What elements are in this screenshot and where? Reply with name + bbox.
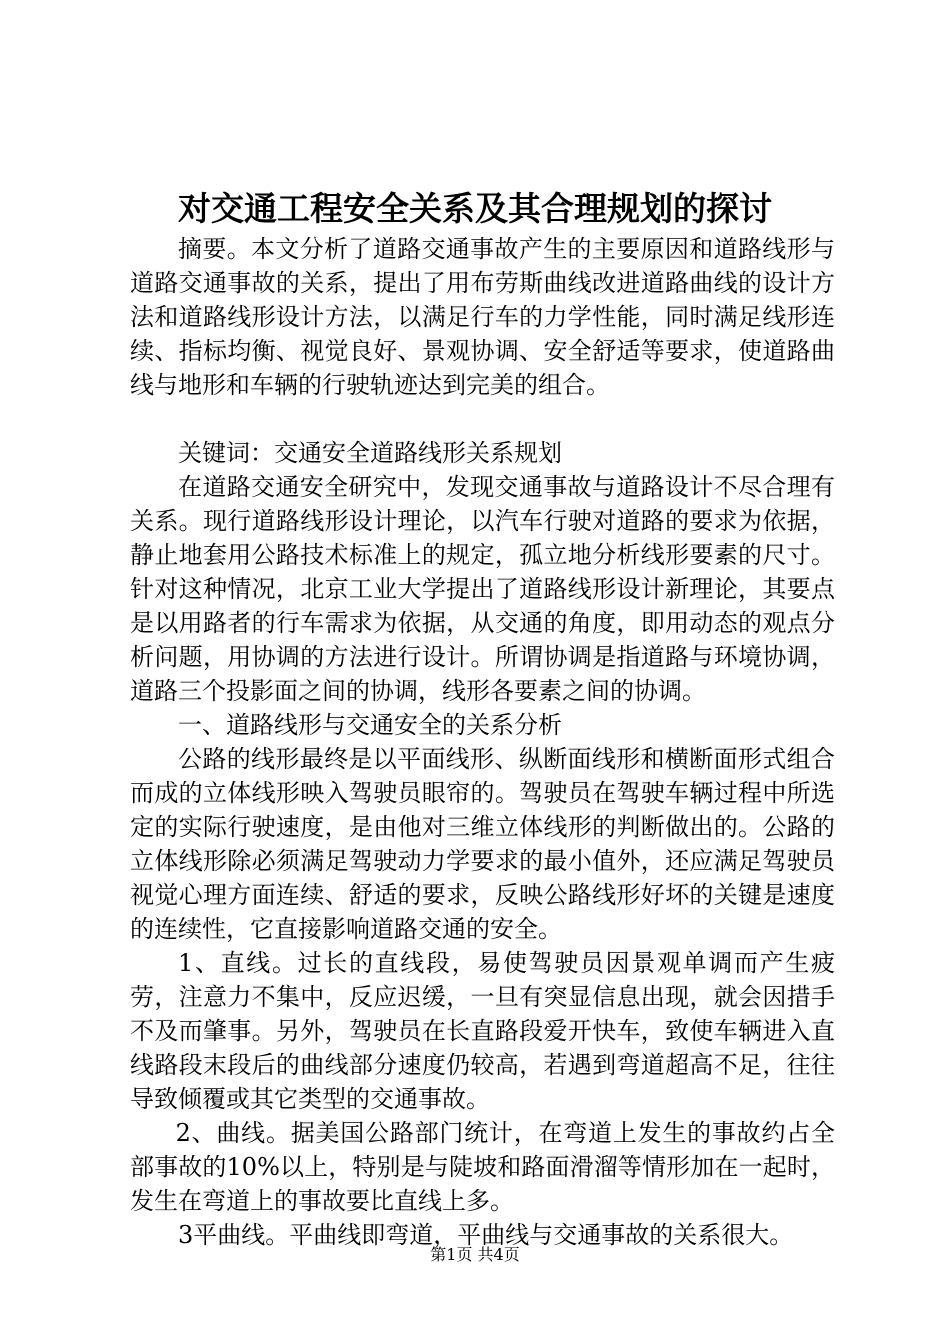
- document-title: 对交通工程安全关系及其合理规划的探讨: [178, 189, 772, 228]
- section-heading: 一、道路线形与交通安全的关系分析: [178, 711, 562, 739]
- body-paragraph: 在道路交通安全研究中，发现交通事故与道路设计不尽合理有关系。现行道路线形设计理论，以汽车行驶对道路的要求为依据，静止地套用公路技术标准上的规定，孤立地分析线形要素的尺寸。针对这种情况，北京工业大学提出了道路线形设计新理论，其要点是以用路者的行车需求为依据，从交通的角度，即用动态的观点分析问题，用协调的方法进行设计。所谓协调是指道路与环境协调，道路三个投影面之间的协调，线形各要素之间的协调。: [130, 473, 835, 705]
- abstract-paragraph: 摘要。本文分析了道路交通事故产生的主要原因和道路线形与道路交通事故的关系，提出了用布劳斯曲线改进道路曲线的设计方法和道路线形设计方法，以满足行车的力学性能，同时满足线形连续、指标均衡、视觉良好、景观协调、安全舒适等要求，使道路曲线与地形和车辆的行驶轨迹达到完美的组合。: [130, 235, 835, 399]
- page-footer: 第1页 共4页: [430, 1245, 520, 1264]
- keywords-line: 关键词：交通安全道路线形关系规划: [178, 439, 562, 467]
- document-body: [130, 232, 835, 1252]
- body-paragraph: 2、曲线。据美国公路部门统计，在弯道上发生的事故约占全部事故的10%以上，特别是与陡坡和路面滑溜等情形加在一起时，发生在弯道上的事故要比直线上多。: [130, 1119, 835, 1215]
- body-paragraph: 3平曲线。平曲线即弯道，平曲线与交通事故的关系很大。: [178, 1221, 794, 1249]
- body-paragraph: 公路的线形最终是以平面线形、纵断面线形和横断面形式组合而成的立体线形映入驾驶员眼帘的。驾驶员在驾驶车辆过程中所选定的实际行驶速度，是由他对三维立体线形的判断做出的。公路的立体线形除必须满足驾驶动力学要求的最小值外，还应满足驾驶员视觉心理方面连续、舒适的要求，反映公路线形好坏的关键是速度的连续性，它直接影响道路交通的安全。: [130, 745, 835, 943]
- paragraph-spacer: [130, 402, 835, 436]
- body-paragraph: 1、直线。过长的直线段，易使驾驶员因景观单调而产生疲劳，注意力不集中，反应迟缓，一旦有突显信息出现，就会因措手不及而肇事。另外，驾驶员在长直路段爱开快车，致使车辆进入直线路段末段后的曲线部分速度仍较高，若遇到弯道超高不足，往往导致倾覆或其它类型的交通事故。: [130, 949, 835, 1113]
